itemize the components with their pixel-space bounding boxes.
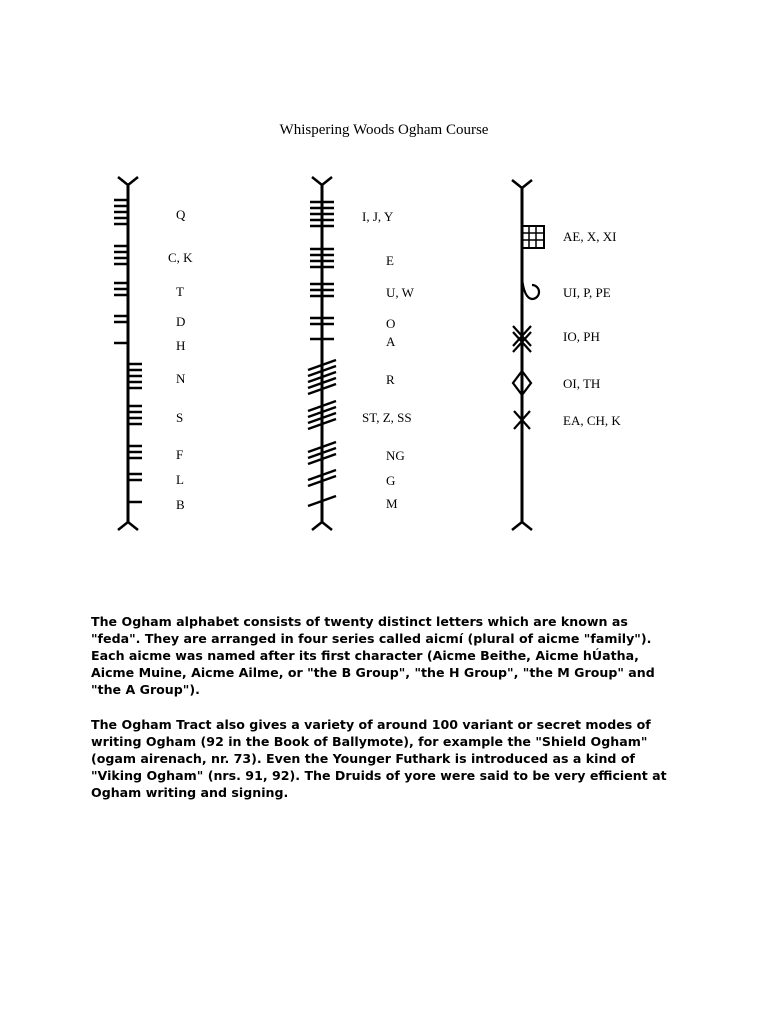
- letter-label: H: [176, 338, 186, 353]
- ogham-letter-s: [128, 406, 142, 424]
- ogham-letter-l: [128, 474, 142, 480]
- ogham-letter-q: [114, 200, 128, 224]
- letter-label: AE, X, XI: [563, 229, 617, 244]
- letter-label: A: [386, 334, 396, 349]
- letter-label: D: [176, 314, 186, 329]
- letter-label: E: [386, 253, 394, 268]
- letter-label: S: [176, 410, 184, 425]
- intro-paragraph: The Ogham alphabet consists of twenty distinct letters which are known as "feda". They are arranged in four series called aicmí (plural of aicme "family"). Each aicme was named after its first character (Aicme Beithe, Aicme hÚatha, Aicme Muine, Aicme Ailme, or "the B Group", "the H Group", "the M Group" and "the A Group").: [91, 614, 655, 697]
- letter-label: OI, TH: [563, 376, 601, 391]
- forfeda-grid-symbol: [522, 226, 544, 248]
- stem-line-1: [118, 177, 138, 530]
- letter-label: UI, P, PE: [563, 285, 611, 300]
- letter-label: NG: [386, 448, 405, 463]
- variants-paragraph: The Ogham Tract also gives a variety of around 100 variant or secret modes of writing Ogham (92 in the Book of Ballymote), for example the "Shield Ogham" (ogam airenach, nr. 73). Even the Younger Futhark is introduced as a kind of "Viking Ogham" (nrs. 91, 92). The Druids of yore were said to be very efficient at Ogham writing and signing.: [91, 717, 667, 800]
- letter-label: R: [386, 372, 395, 387]
- letter-label: ST, Z, SS: [362, 410, 412, 425]
- ogham-letter-c-k: [114, 246, 128, 264]
- document-title: Whispering Woods Ogham Course: [279, 122, 489, 138]
- letter-label: N: [176, 371, 186, 386]
- letter-label: I, J, Y: [362, 209, 394, 224]
- forfeda-hook-symbol: [522, 278, 539, 299]
- letter-label: Q: [176, 207, 186, 222]
- ogham-letter-f: [128, 446, 142, 458]
- letter-label: IO, PH: [563, 329, 600, 344]
- letter-label: C, K: [168, 250, 193, 265]
- ogham-letter-n: [128, 364, 142, 388]
- letter-label: EA, CH, K: [563, 413, 621, 428]
- letter-label: F: [176, 447, 184, 462]
- ogham-letter-d: [114, 316, 128, 322]
- letter-label: L: [176, 472, 184, 487]
- letter-label: T: [176, 284, 184, 299]
- ogham-letter-t: [114, 283, 128, 295]
- letter-label: O: [386, 316, 396, 331]
- letter-label: M: [386, 496, 398, 511]
- ogham-letter-r: [308, 360, 336, 394]
- letter-label: G: [386, 473, 396, 488]
- letter-label: U, W: [386, 285, 414, 300]
- letter-label: B: [176, 497, 185, 512]
